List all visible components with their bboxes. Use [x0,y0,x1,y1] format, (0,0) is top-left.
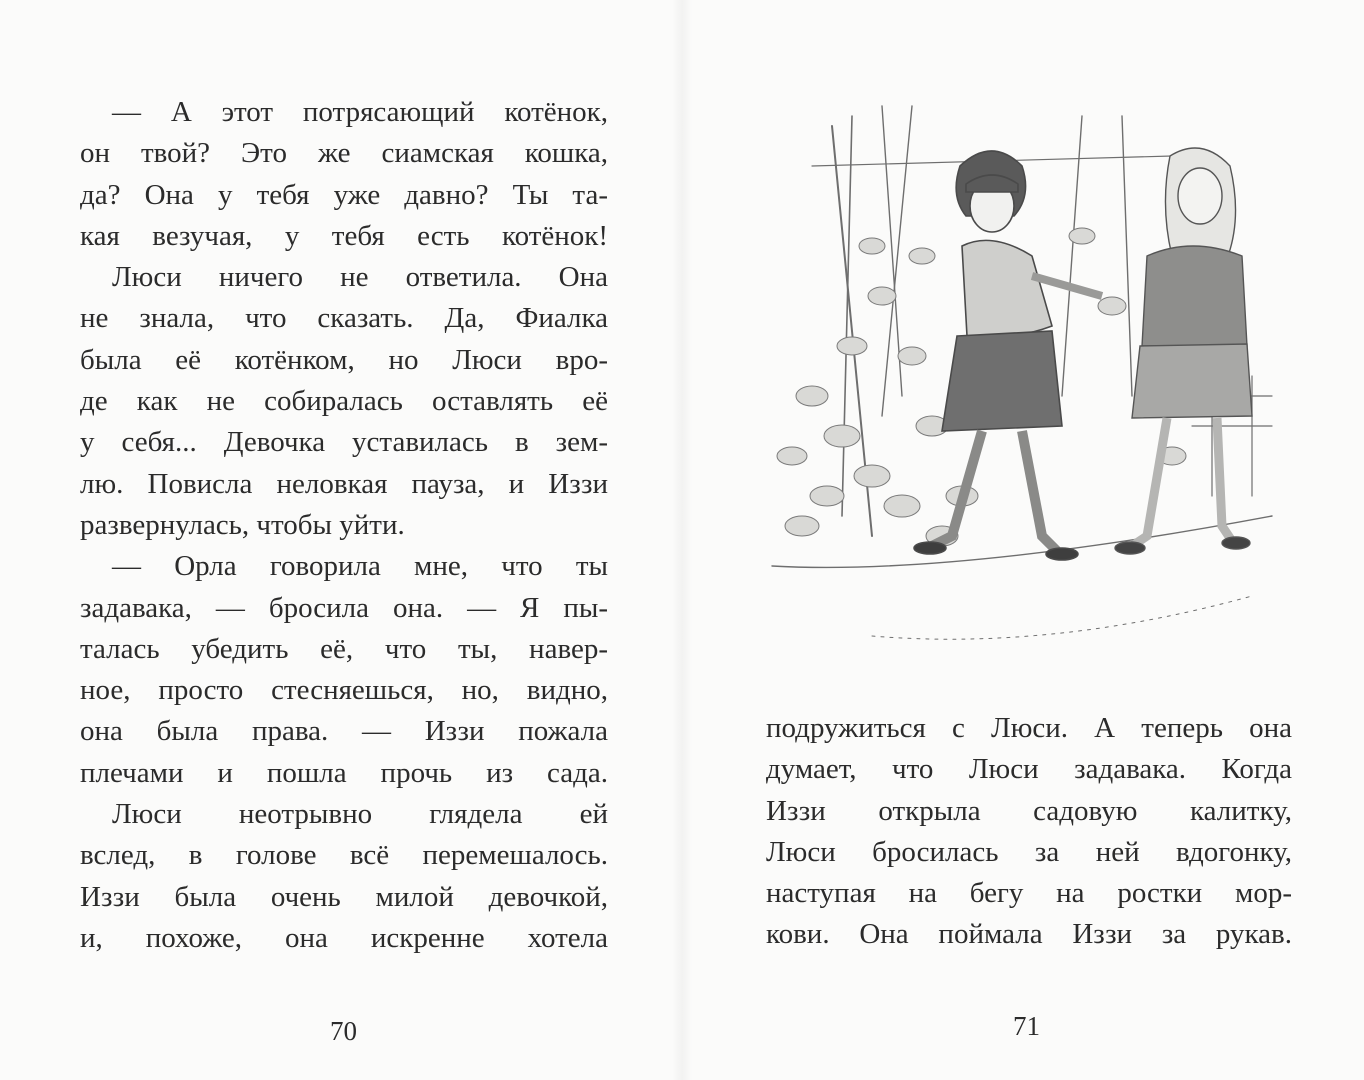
page-number: 70 [330,1016,357,1046]
text-line: задавака, — бросила она. — Я пы- [80,591,608,624]
text-line: кови. Она поймала Иззи за рукав. [766,918,1292,951]
text-line: и, похоже, она искренне хотела [80,921,608,954]
text-line: плечами и пошла прочь из сада. [80,756,608,789]
left-page-text [80,92,608,959]
illustration-sketch [752,96,1292,676]
text-line: лю. Повисла неловкая пауза, и Иззи [80,467,608,500]
text-line: была её котёнком, но Люси вро- [80,343,608,376]
text-line: де как не собиралась оставлять её [80,385,608,418]
text-line: вслед, в голове всё перемешалось. [80,839,608,872]
right-page-text [766,708,1292,956]
text-line: Люси ничего не ответила. Она [112,261,608,294]
text-line: развернулась, чтобы уйти. [80,508,405,541]
text-line: у себя... Девочка уставилась в зем- [80,426,608,459]
girls-garden-illustration [752,96,1292,676]
text-line: не знала, что сказать. Да, Фиалка [80,302,608,335]
text-line: подружиться с Люси. А теперь она [766,712,1292,744]
text-line: кая везучая, у тебя есть котёнок! [80,219,608,252]
text-line: да? Она у тебя уже давно? Ты та- [80,178,608,211]
text-line: — Орла говорила мне, что ты [112,550,608,583]
book-gutter [672,0,692,1080]
text-line: она была права. — Иззи пожала [80,715,608,748]
page-number: 71 [1013,1011,1040,1041]
text-line: Иззи была очень милой девочкой, [80,880,608,913]
text-line: наступая на бегу на ростки мор- [766,877,1292,910]
text-line: он твой? Это же сиамская кошка, [80,137,608,170]
text-line: — А этот потрясающий котёнок, [112,96,608,128]
text-line: думает, что Люси задавака. Когда [766,753,1292,786]
text-line: ное, просто стесняешься, но, видно, [80,674,608,707]
text-line: Люси бросилась за ней вдогонку, [766,835,1292,868]
text-line: талась убедить её, что ты, навер- [80,632,608,665]
text-line: Люси неотрывно глядела ей [112,798,608,831]
text-line: Иззи открыла садовую калитку, [766,794,1292,827]
